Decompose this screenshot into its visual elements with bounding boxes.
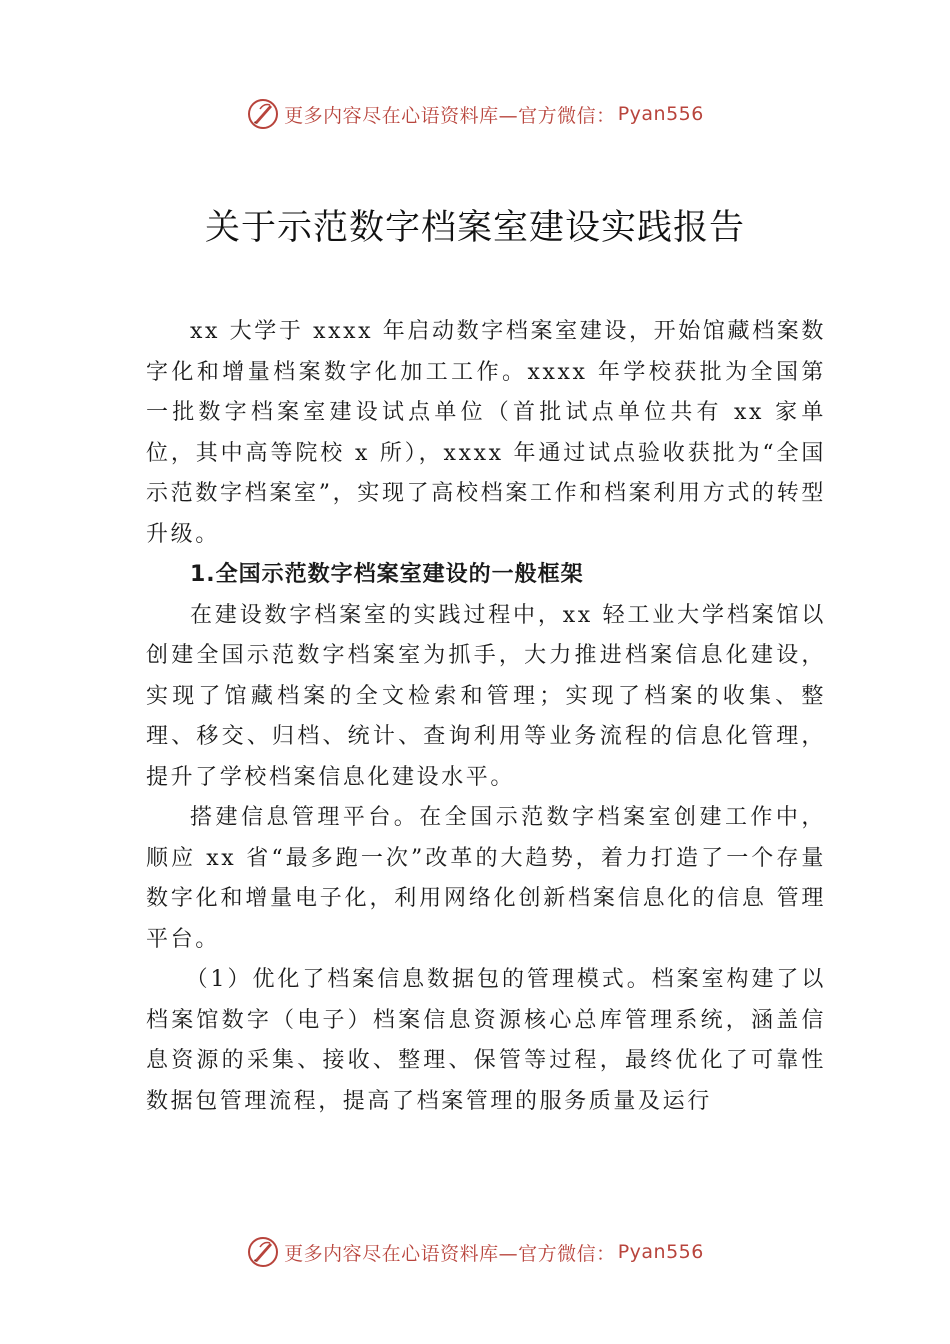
watermark-text: 更多内容尽在心语资料库: [284, 104, 499, 127]
header-watermark: [0, 94, 950, 134]
quill-logo-icon: [246, 97, 280, 131]
watermark-wechat-id: Pyan556: [617, 103, 704, 125]
section-heading: 1.全国示范数字档案室建设的一般框架: [190, 562, 584, 587]
paragraph-item-1: （1）优化了档案信息数据包的管理模式。档案室构建了以档案馆数字（电子）档案信息资源核心总库管理系统，涵盖信息资源的采集、接收、整理、保管等过程，最终优化了可靠性数据包管理流程，提高了档案管理的服务质量及运行: [146, 967, 826, 1114]
paragraph-intro: xx 大学于 xxxx 年启动数字档案室建设，开始馆藏档案数字化和增量档案数字化加工工作。xxxx 年学校获批为全国第一批数字档案室建设试点单位（首批试点单位共有 xx 家单位，其中高等院校 x 所），xxxx 年通过试点验收获批为“全国示范数字档案室”，实现了高校档案工作和档案利用方式的转型升级。: [146, 319, 826, 547]
watermark-wechat-label: —官方微信：: [498, 104, 616, 127]
watermark-wechat-id: Pyan556: [617, 1241, 704, 1263]
paragraph-platform: 搭建信息管理平台。在全国示范数字档案室创建工作中，顺应 xx 省“最多跑一次”改革的大趋势，着力打造了一个存量数字化和增量电子化，利用网络化创新档案信息化的信息 管理平台。: [146, 805, 826, 952]
document-body: [146, 312, 826, 1122]
document-title: 关于示范数字档案室建设实践报告: [204, 208, 745, 248]
quill-logo-icon: [246, 1235, 280, 1269]
watermark-wechat-label: —官方微信：: [498, 1242, 616, 1265]
footer-watermark: [0, 1232, 950, 1272]
paragraph-practice: 在建设数字档案室的实践过程中，xx 轻工业大学档案馆以创建全国示范数字档案室为抓手，大力推进档案信息化建设，实现了馆藏档案的全文检索和管理；实现了档案的收集、整理、移交、归档、统计、查询利用等业务流程的信息化管理，提升了学校档案信息化建设水平。: [146, 602, 826, 790]
watermark-text: 更多内容尽在心语资料库: [284, 1242, 499, 1265]
